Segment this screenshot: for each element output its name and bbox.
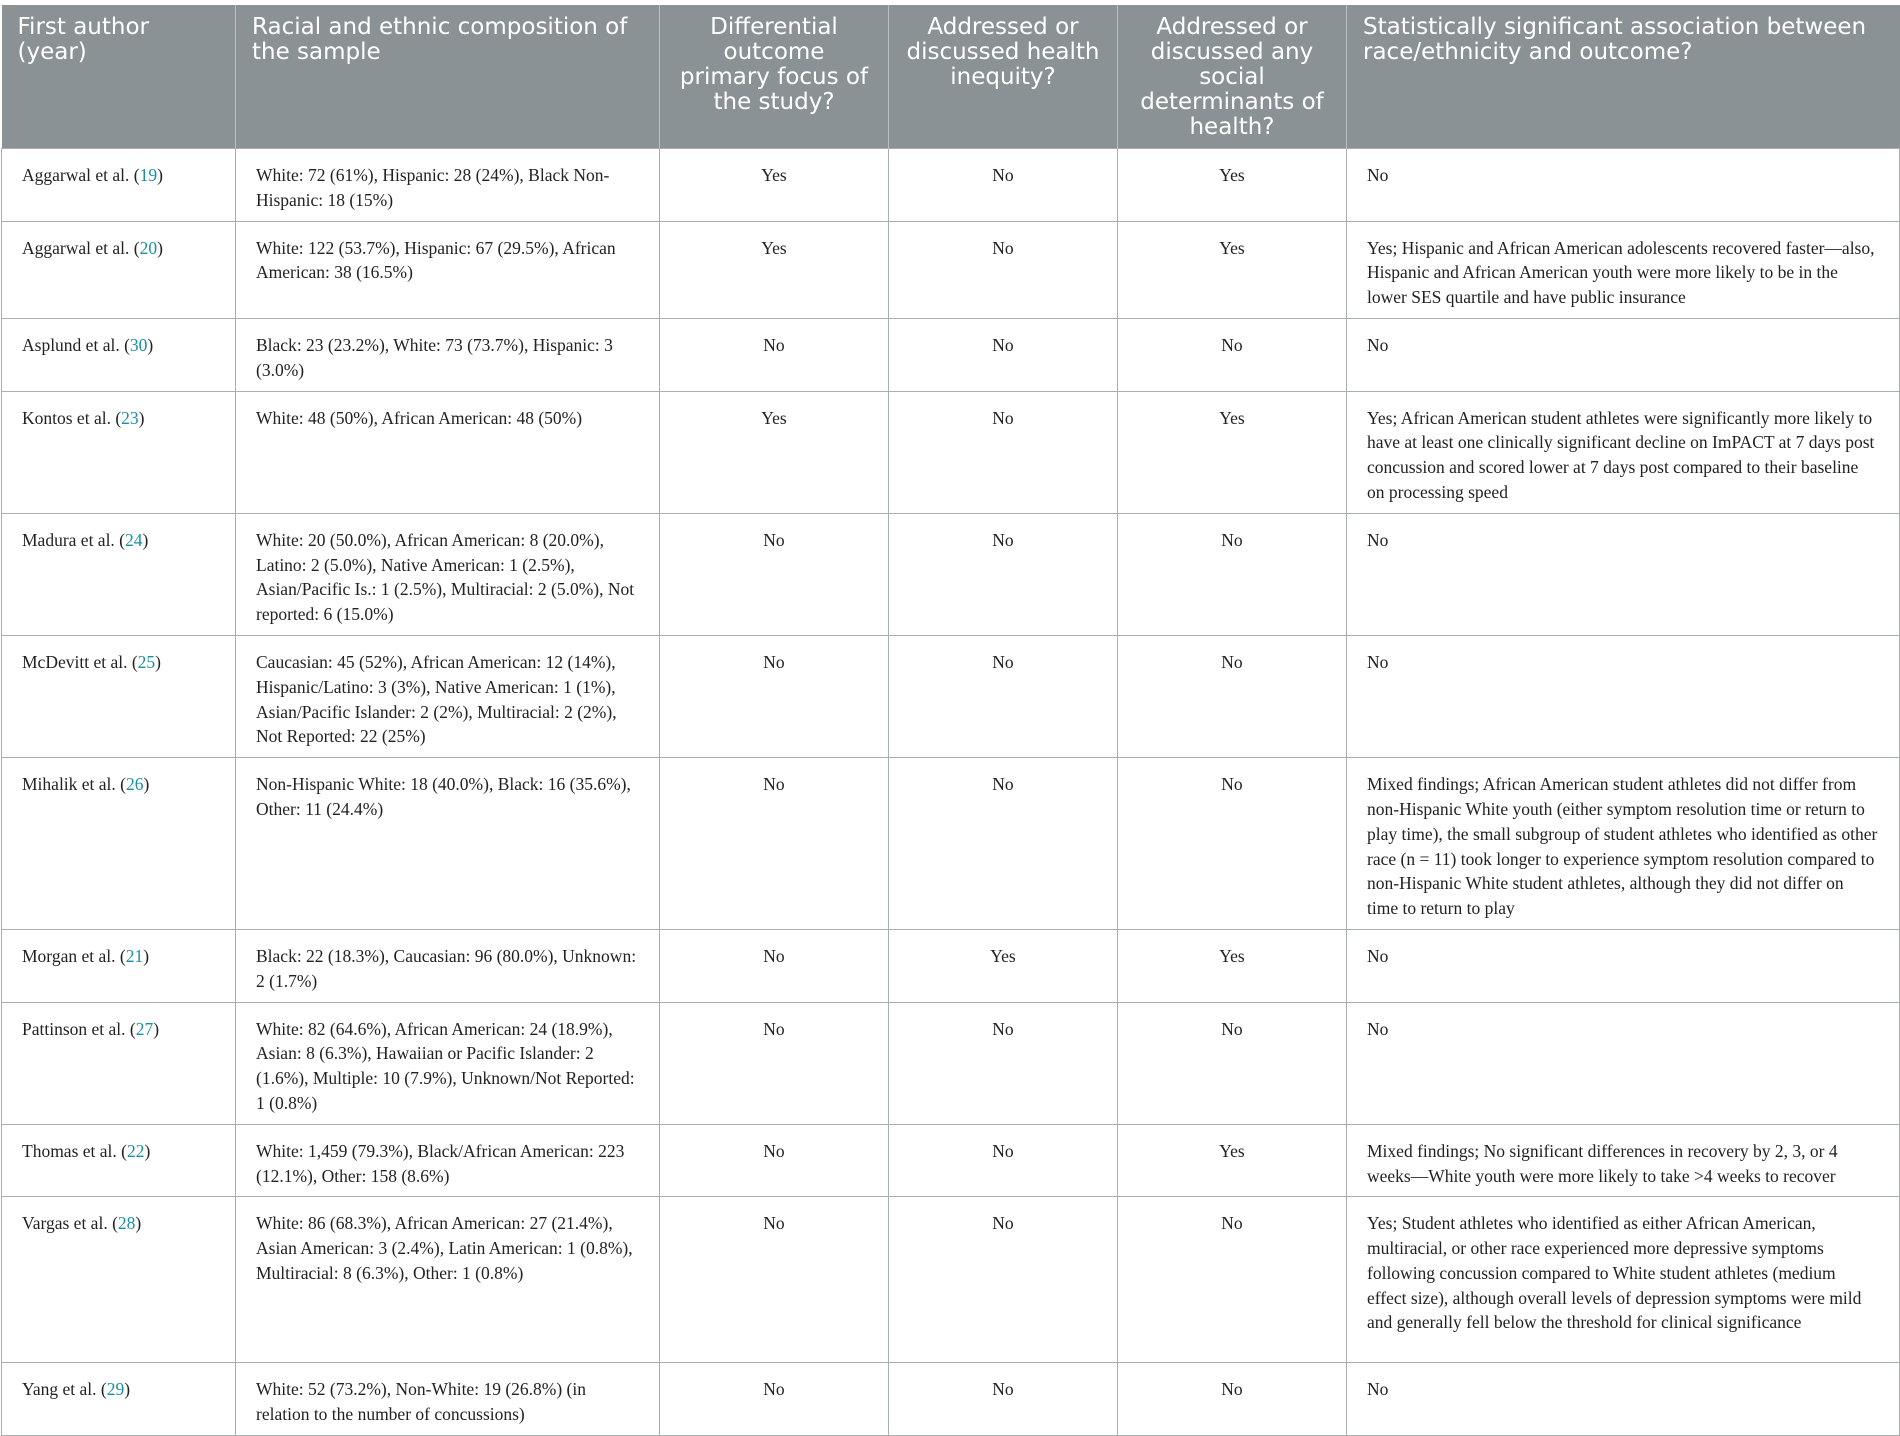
association-cell: Mixed findings; African American student athletes did not differ from non-Hispanic White youth (either symptom resolution time or return to play time), the small subgroup of student athletes who identified as other race (n = 11) took longer to experience symptom resolution compared to non-Hispanic White student athletes, although they did not differ on time to return to play (1347, 758, 1900, 930)
primary-focus-cell: Yes (660, 149, 889, 222)
social-determinants-cell: No (1118, 1002, 1347, 1124)
author-close: ) (157, 165, 163, 185)
health-inequity-cell: No (889, 1197, 1118, 1363)
association-cell: Mixed findings; No significant differences in recovery by 2, 3, or 4 weeks—White youth were more likely to take >4 weeks to recover (1347, 1124, 1900, 1197)
table-row (2, 1002, 1900, 1124)
association-cell: No (1347, 1363, 1900, 1436)
composition-cell: White: 48 (50%), African American: 48 (50%) (236, 391, 660, 513)
author-cell (2, 513, 236, 635)
table-row (2, 758, 1900, 930)
reference-link[interactable]: 23 (121, 407, 139, 428)
table-row (2, 1124, 1900, 1197)
studies-table (1, 5, 1900, 1436)
author-close: ) (144, 1140, 151, 1161)
author-cell (2, 221, 236, 318)
table-row (2, 149, 1900, 222)
reference-link[interactable]: 25 (137, 651, 156, 672)
table-header (2, 5, 1900, 149)
composition-cell: Caucasian: 45 (52%), African American: 12 (14%), Hispanic/Latino: 3 (3%), Native American: 1 (1%), Asian/Pacific Islander: 2 (2%), Multiracial: 2 (2%), Not Reported: 22 (25%) (236, 635, 660, 757)
composition-cell: White: 1,459 (79.3%), Black/African American: 223 (12.1%), Other: 158 (8.6%) (236, 1124, 660, 1197)
primary-focus-cell: Yes (660, 221, 889, 318)
association-cell: Yes; Hispanic and African American adolescents recovered faster—also, Hispanic and African American youth were more likely to be in the lower SES quartile and have public insurance (1347, 221, 1900, 318)
health-inequity-cell: No (889, 221, 1118, 318)
association-cell: No (1347, 318, 1900, 391)
reference-link[interactable]: 20 (139, 237, 158, 258)
header-health-inequity: Addressed or discussed health inequity? (889, 5, 1118, 149)
author-close: ) (157, 237, 163, 258)
association-cell: No (1347, 929, 1900, 1002)
composition-cell: Black: 22 (18.3%), Caucasian: 96 (80.0%), Unknown: 2 (1.7%) (236, 929, 660, 1002)
header-first-author: First author (year) (2, 5, 236, 149)
header-social-determinants: Addressed or discussed any social determinants of health? (1118, 5, 1347, 149)
primary-focus-cell: No (660, 513, 889, 635)
health-inequity-cell: No (889, 149, 1118, 222)
social-determinants-cell: Yes (1118, 149, 1347, 222)
author-name: Kontos et al. ( (22, 407, 122, 428)
author-cell (2, 1363, 236, 1436)
reference-link[interactable]: 21 (125, 945, 144, 966)
composition-cell: White: 86 (68.3%), African American: 27 (21.4%), Asian American: 3 (2.4%), Latin American: 1 (0.8%), Multiracial: 8 (6.3%), Other: 1 (0.8%) (236, 1197, 660, 1363)
table-row (2, 635, 1900, 757)
author-cell (2, 1124, 236, 1197)
author-name: Yang et al. ( (22, 1379, 107, 1400)
composition-cell: Non-Hispanic White: 18 (40.0%), Black: 16 (35.6%), Other: 11 (24.4%) (236, 758, 660, 930)
reference-link[interactable]: 27 (135, 1018, 154, 1039)
author-name: McDevitt et al. ( (22, 651, 138, 672)
social-determinants-cell: Yes (1118, 1124, 1347, 1197)
table-row (2, 1197, 1900, 1363)
table-row (2, 318, 1900, 391)
health-inequity-cell: No (889, 1124, 1118, 1197)
association-cell: Yes; Student athletes who identified as either African American, multiracial, or other race experienced more depressive symptoms following concussion compared to White student athletes (medium effect size), although overall levels of depression symptoms were mild and generally fell below the threshold for clinical significance (1347, 1197, 1900, 1363)
reference-link[interactable]: 28 (117, 1213, 136, 1234)
header-composition: Racial and ethnic composition of the sample (236, 5, 660, 149)
health-inequity-cell: No (889, 318, 1118, 391)
author-name: Aggarwal et al. ( (22, 237, 140, 258)
author-cell (2, 391, 236, 513)
author-name: Aggarwal et al. ( (22, 165, 140, 185)
composition-cell: White: 82 (64.6%), African American: 24 (18.9%), Asian: 8 (6.3%), Hawaiian or Pacific Islander: 2 (1.6%), Multiple: 10 (7.9%), Unknown/Not Reported: 1 (0.8%) (236, 1002, 660, 1124)
composition-cell: White: 52 (73.2%), Non-White: 19 (26.8%) (in relation to the number of concussions) (236, 1363, 660, 1436)
social-determinants-cell: Yes (1118, 929, 1347, 1002)
primary-focus-cell: No (660, 635, 889, 757)
primary-focus-cell: No (660, 1124, 889, 1197)
author-name: Mihalik et al. ( (22, 774, 127, 795)
primary-focus-cell: No (660, 1363, 889, 1436)
health-inequity-cell: No (889, 1363, 1118, 1436)
primary-focus-cell: No (660, 318, 889, 391)
reference-link[interactable]: 22 (126, 1140, 145, 1161)
association-cell: No (1347, 635, 1900, 757)
author-cell (2, 635, 236, 757)
table-row (2, 1363, 1900, 1436)
social-determinants-cell: No (1118, 635, 1347, 757)
author-close: ) (143, 945, 150, 966)
reference-link[interactable]: 24 (125, 529, 143, 550)
health-inequity-cell: No (889, 391, 1118, 513)
author-close: ) (153, 1018, 160, 1039)
composition-cell: White: 72 (61%), Hispanic: 28 (24%), Black Non-Hispanic: 18 (15%) (236, 149, 660, 222)
table-row (2, 929, 1900, 1002)
social-determinants-cell: No (1118, 513, 1347, 635)
association-cell: No (1347, 513, 1900, 635)
author-close: ) (124, 1379, 131, 1400)
author-name: Madura et al. ( (22, 529, 126, 550)
social-determinants-cell: Yes (1118, 221, 1347, 318)
reference-link[interactable]: 30 (129, 334, 148, 355)
author-name: Vargas et al. ( (22, 1213, 118, 1234)
table-row (2, 391, 1900, 513)
author-name: Thomas et al. ( (22, 1140, 127, 1161)
author-name: Pattinson et al. ( (22, 1018, 136, 1039)
social-determinants-cell: No (1118, 1197, 1347, 1363)
primary-focus-cell: No (660, 1002, 889, 1124)
author-cell (2, 1197, 236, 1363)
author-cell (2, 758, 236, 930)
author-close: ) (147, 334, 154, 355)
table-body (2, 149, 1900, 1436)
health-inequity-cell: Yes (889, 929, 1118, 1002)
association-cell: No (1347, 149, 1900, 222)
health-inequity-cell: No (889, 513, 1118, 635)
health-inequity-cell: No (889, 758, 1118, 930)
header-primary-focus: Differential outcome primary focus of the study? (660, 5, 889, 149)
composition-cell: White: 20 (50.0%), African American: 8 (20.0%), Latino: 2 (5.0%), Native American: 1 (2.5%), Asian/Pacific Is.: 1 (2.5%), Multiracial: 2 (5.0%), Not reported: 6 (15.0%) (236, 513, 660, 635)
author-close: ) (138, 407, 145, 428)
primary-focus-cell: Yes (660, 391, 889, 513)
composition-cell: Black: 23 (23.2%), White: 73 (73.7%), Hispanic: 3 (3.0%) (236, 318, 660, 391)
social-determinants-cell: No (1118, 1363, 1347, 1436)
author-cell (2, 929, 236, 1002)
social-determinants-cell: Yes (1118, 391, 1347, 513)
health-inequity-cell: No (889, 1002, 1118, 1124)
social-determinants-cell: No (1118, 318, 1347, 391)
author-cell (2, 149, 236, 222)
author-cell (2, 1002, 236, 1124)
table-row (2, 221, 1900, 318)
association-cell: No (1347, 1002, 1900, 1124)
author-name: Morgan et al. ( (22, 945, 126, 966)
primary-focus-cell: No (660, 1197, 889, 1363)
composition-cell: White: 122 (53.7%), Hispanic: 67 (29.5%), African American: 38 (16.5%) (236, 221, 660, 318)
author-cell (2, 318, 236, 391)
header-association: Statistically significant association between race/ethnicity and outcome? (1347, 5, 1900, 149)
author-name: Asplund et al. ( (22, 334, 130, 355)
social-determinants-cell: No (1118, 758, 1347, 930)
health-inequity-cell: No (889, 635, 1118, 757)
reference-link[interactable]: 29 (106, 1379, 125, 1400)
author-close: ) (143, 774, 150, 795)
reference-link[interactable]: 19 (139, 165, 158, 185)
author-close: ) (155, 651, 161, 672)
primary-focus-cell: No (660, 758, 889, 930)
reference-link[interactable]: 26 (126, 774, 144, 795)
table-row (2, 513, 1900, 635)
primary-focus-cell: No (660, 929, 889, 1002)
author-close: ) (142, 529, 149, 550)
author-close: ) (135, 1213, 142, 1234)
association-cell: Yes; African American student athletes were significantly more likely to have at least one clinically significant decline on ImPACT at 7 days post concussion and scored lower at 7 days post compared to their baseline on processing speed (1347, 391, 1900, 513)
